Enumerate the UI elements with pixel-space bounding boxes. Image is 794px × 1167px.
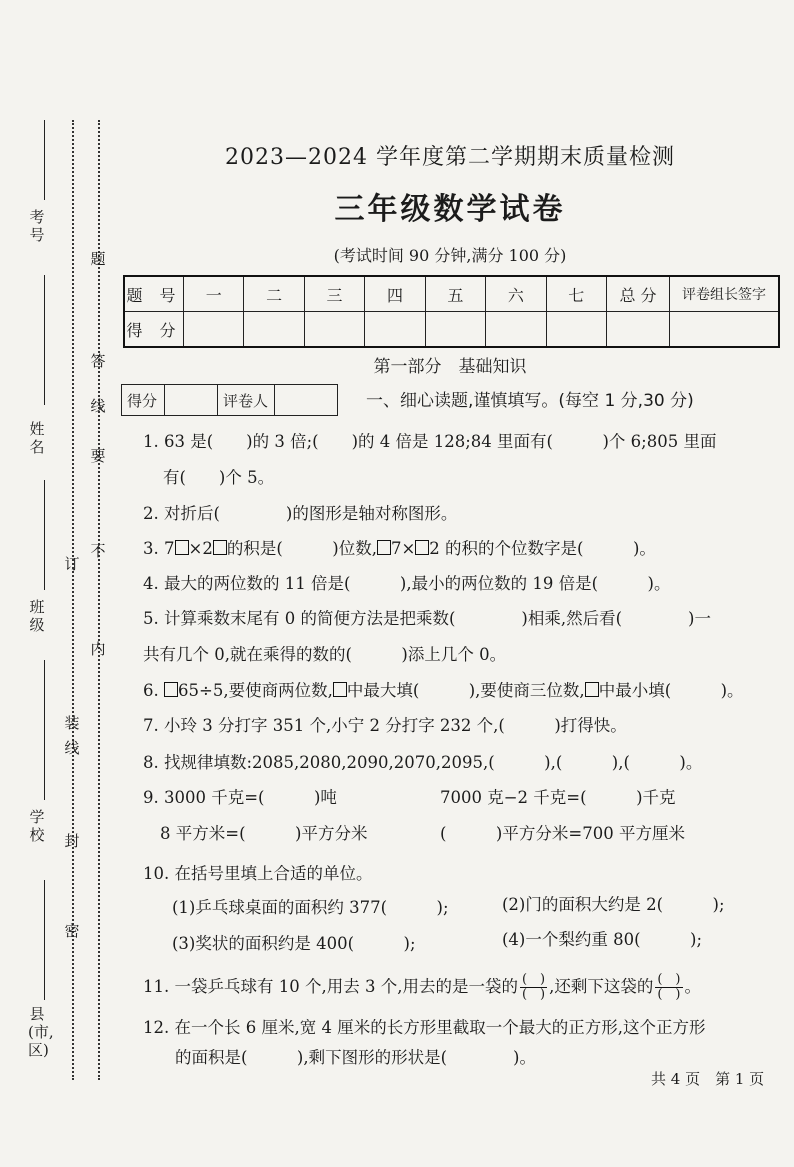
margin-class-label: 班级	[29, 598, 45, 634]
seal-char: 封	[64, 832, 80, 850]
margin-kaohao-line	[44, 120, 45, 200]
score-cell: 评卷组长签字	[670, 276, 780, 312]
margin-school-line	[44, 660, 45, 800]
question-10-1: (1)乒乓球桌面的面积约 377( );	[172, 898, 449, 917]
margin-name-label: 姓名	[29, 420, 45, 456]
score-input-cell[interactable]	[425, 312, 485, 348]
question-text: 7×	[390, 539, 416, 558]
seal-char: 线	[90, 397, 106, 415]
question-12: 12. 在一个长 6 厘米,宽 4 厘米的长方形里截取一个最大的正方形,这个正方形	[143, 1018, 706, 1037]
score-input-cell[interactable]	[670, 312, 780, 348]
page-number: 共 4 页 第 1 页	[651, 1070, 765, 1088]
seal-char: 内	[90, 640, 106, 658]
question-9-a: 9. 3000 千克=( )吨	[143, 788, 337, 807]
score-input-cell[interactable]	[304, 312, 364, 348]
question-3	[143, 537, 656, 561]
question-9-c: 8 平方米=( )平方分米	[160, 824, 368, 843]
score-cell: 总 分	[607, 276, 670, 312]
question-5: 5. 计算乘数末尾有 0 的简便方法是把乘数( )相乘,然后看( )一	[143, 609, 711, 628]
fraction-numerator: ( )	[521, 972, 546, 987]
question-text: ,还剩下这袋的	[549, 977, 654, 996]
exam-title: 2023—2024 学年度第二学期期末质量检测	[225, 145, 675, 170]
seal-char: 答	[90, 352, 106, 370]
grader-name-input[interactable]	[275, 385, 338, 416]
digit-box	[377, 540, 391, 555]
seal-char: 要	[90, 447, 106, 465]
score-input-cell[interactable]	[546, 312, 606, 348]
question-text: 中最大填( ),要使商三位数,	[346, 681, 585, 700]
score-cell: 六	[486, 276, 546, 312]
fraction-blank	[520, 973, 547, 1002]
part-title: 第一部分 基础知识	[373, 357, 527, 377]
score-cell: 题 号	[124, 276, 184, 312]
margin-county-label: 县(市,区)	[28, 1005, 54, 1059]
question-text: 3. 7	[143, 539, 175, 558]
question-10-2: (2)门的面积大约是 2( );	[502, 895, 725, 914]
fraction-denominator: ( )	[657, 987, 681, 1002]
question-12-cont: 的面积是( ),剩下图形的形状是( )。	[175, 1048, 536, 1067]
fraction-numerator: ( )	[657, 972, 681, 987]
exam-subject-title: 三年级数学试卷	[334, 192, 566, 227]
question-text: 2 的积的个位数字是( )。	[429, 539, 656, 558]
score-table-score-row	[124, 312, 779, 348]
question-7: 7. 小玲 3 分打字 351 个,小宁 2 分打字 232 个,( )打得快。	[143, 716, 627, 735]
exam-duration-note: (考试时间 90 分钟,满分 100 分)	[333, 246, 567, 265]
question-4: 4. 最大的两位数的 11 倍是( ),最小的两位数的 19 倍是( )。	[143, 574, 671, 593]
score-input-cell[interactable]	[244, 312, 304, 348]
score-cell: 三	[304, 276, 364, 312]
question-2: 2. 对折后( )的图形是轴对称图形。	[143, 504, 458, 523]
question-text: 。	[684, 977, 702, 996]
question-text: 的积是( )位数,	[226, 539, 377, 558]
seal-char: 线	[64, 739, 80, 757]
seal-char: 装	[64, 714, 80, 732]
margin-name-line	[44, 275, 45, 405]
question-9-d: ( )平方分米=700 平方厘米	[440, 824, 685, 843]
score-table	[123, 275, 780, 348]
grader-table	[121, 384, 338, 416]
question-text: 6.	[143, 681, 164, 700]
question-text: 11. 一袋乒乓球有 10 个,用去 3 个,用去的是一袋的	[143, 977, 518, 996]
digit-box	[415, 540, 429, 555]
score-cell: 一	[184, 276, 244, 312]
seal-char: 不	[90, 542, 106, 560]
digit-box	[585, 682, 599, 697]
fraction-denominator: ( )	[521, 987, 546, 1002]
question-5-cont: 共有几个 0,就在乘得的数的( )添上几个 0。	[143, 645, 507, 664]
seal-char: 密	[64, 922, 80, 940]
question-1-cont: 有( )个 5。	[163, 468, 275, 487]
digit-box	[213, 540, 227, 555]
margin-county-line	[44, 880, 45, 1000]
question-8: 8. 找规律填数:2085,2080,2090,2070,2095,( ),( ),( )。	[143, 753, 703, 772]
margin-kaohao-label: 考号	[29, 208, 45, 244]
score-table-header-row	[124, 276, 779, 312]
digit-box	[175, 540, 189, 555]
grader-score-input[interactable]	[165, 385, 218, 416]
question-9-b: 7000 克−2 千克=( )千克	[440, 788, 676, 807]
digit-box	[333, 682, 347, 697]
section-title: 一、细心读题,谨慎填写。(每空 1 分,30 分)	[366, 391, 694, 411]
fraction-blank	[655, 973, 682, 1002]
score-cell: 七	[546, 276, 606, 312]
score-input-cell[interactable]	[486, 312, 546, 348]
question-10-3: (3)奖状的面积约是 400( );	[172, 934, 416, 953]
question-10-4: (4)一个梨约重 80( );	[502, 930, 703, 949]
score-cell: 得 分	[124, 312, 184, 348]
seal-char: 订	[64, 555, 80, 573]
question-10: 10. 在括号里填上合适的单位。	[143, 864, 373, 883]
question-text: ×2	[188, 539, 213, 558]
score-cell: 二	[244, 276, 304, 312]
score-input-cell[interactable]	[607, 312, 670, 348]
grader-name-label: 评卷人	[218, 385, 275, 416]
grader-score-label: 得分	[122, 385, 165, 416]
question-1: 1. 63 是( )的 3 倍;( )的 4 倍是 128;84 里面有( )个 6;805 里面	[143, 432, 717, 451]
score-input-cell[interactable]	[184, 312, 244, 348]
margin-school-label: 学校	[29, 808, 45, 844]
question-text: 65÷5,要使商两位数,	[178, 681, 333, 700]
question-11	[143, 973, 701, 1002]
seal-char: 题	[90, 250, 106, 268]
score-input-cell[interactable]	[365, 312, 425, 348]
question-text: 中最小填( )。	[598, 681, 744, 700]
score-cell: 五	[425, 276, 485, 312]
question-6	[143, 679, 744, 703]
margin-class-line	[44, 480, 45, 590]
digit-box	[164, 682, 178, 697]
score-cell: 四	[365, 276, 425, 312]
